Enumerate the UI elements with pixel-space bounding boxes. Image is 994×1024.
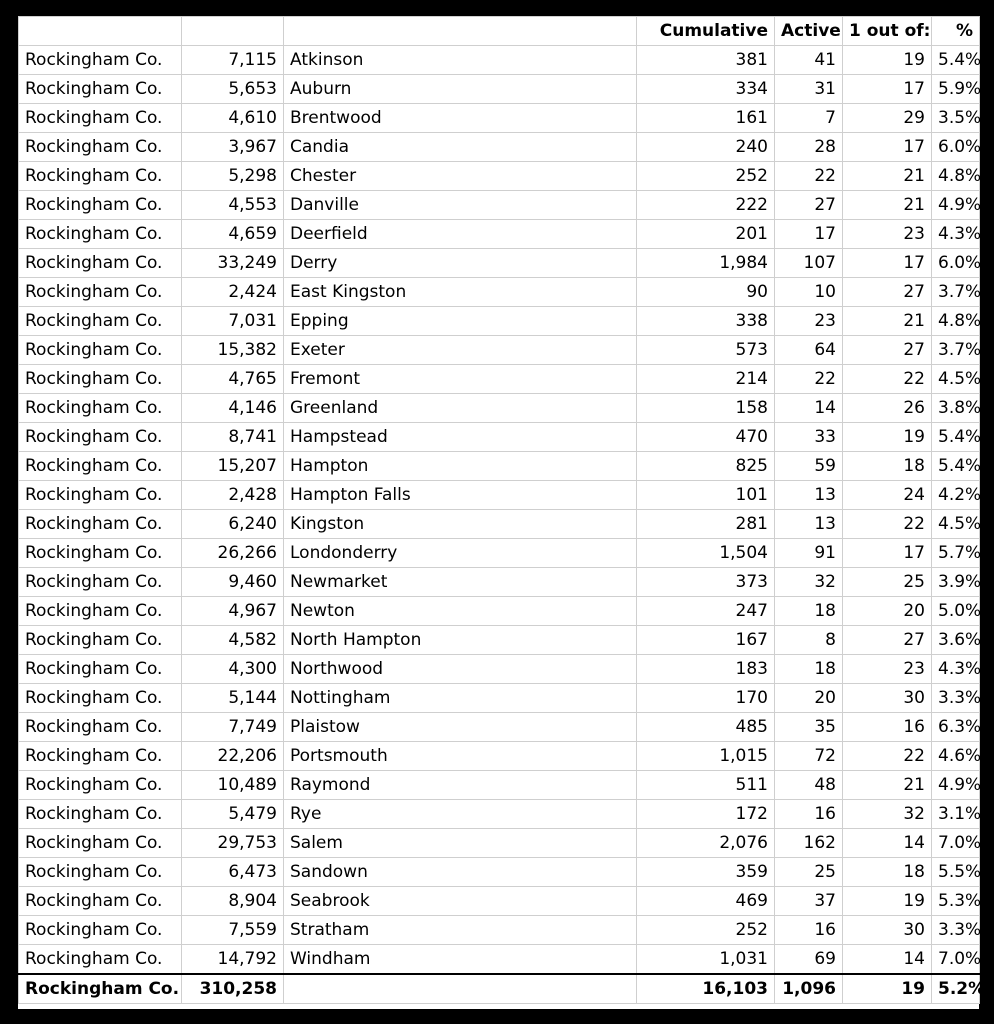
town-cell[interactable]: Seabrook [284,887,637,916]
county-cell[interactable]: Rockingham Co. [19,713,182,742]
town-cell[interactable]: Atkinson [284,46,637,75]
county-cell[interactable]: Rockingham Co. [19,452,182,481]
one-out-of-cell[interactable]: 17 [843,133,932,162]
one-out-of-cell[interactable]: 20 [843,597,932,626]
percent-cell[interactable]: 7.0% [932,829,980,858]
population-cell[interactable]: 4,610 [182,104,284,133]
cumulative-cell[interactable]: 167 [637,626,775,655]
percent-cell[interactable]: 6.0% [932,133,980,162]
cumulative-cell[interactable]: 381 [637,46,775,75]
county-cell[interactable]: Rockingham Co. [19,394,182,423]
percent-cell[interactable]: 3.1% [932,800,980,829]
cumulative-cell[interactable]: 359 [637,858,775,887]
percent-cell[interactable]: 5.3% [932,887,980,916]
percent-cell[interactable]: 5.7% [932,539,980,568]
percent-cell[interactable]: 3.3% [932,916,980,945]
active-cell[interactable]: 33 [775,423,843,452]
one-out-of-cell[interactable]: 19 [843,887,932,916]
county-cell[interactable]: Rockingham Co. [19,220,182,249]
county-cell[interactable]: Rockingham Co. [19,655,182,684]
active-cell[interactable]: 28 [775,133,843,162]
cumulative-cell[interactable]: 252 [637,162,775,191]
town-cell[interactable]: North Hampton [284,626,637,655]
one-out-of-cell[interactable]: 21 [843,771,932,800]
population-cell[interactable]: 7,559 [182,916,284,945]
town-cell[interactable]: Hampton Falls [284,481,637,510]
cumulative-cell[interactable]: 170 [637,684,775,713]
cumulative-cell[interactable]: 2,076 [637,829,775,858]
active-cell[interactable]: 18 [775,655,843,684]
percent-cell[interactable]: 6.3% [932,713,980,742]
table-row [19,597,980,626]
one-out-of-cell[interactable]: 23 [843,655,932,684]
table-row [19,800,980,829]
county-cell[interactable]: Rockingham Co. [19,945,182,975]
county-cell[interactable]: Rockingham Co. [19,539,182,568]
population-cell[interactable]: 26,266 [182,539,284,568]
population-cell[interactable]: 7,031 [182,307,284,336]
population-cell[interactable]: 3,967 [182,133,284,162]
percent-cell[interactable]: 4.6% [932,742,980,771]
town-cell[interactable]: Rye [284,800,637,829]
county-cell[interactable]: Rockingham Co. [19,162,182,191]
town-cell[interactable]: Newton [284,597,637,626]
header-cell-county[interactable] [19,17,182,46]
population-cell[interactable]: 4,300 [182,655,284,684]
cumulative-cell[interactable]: 281 [637,510,775,539]
one-out-of-cell[interactable]: 21 [843,162,932,191]
percent-cell[interactable]: 7.0% [932,945,980,975]
active-cell[interactable]: 20 [775,684,843,713]
population-cell[interactable]: 29,753 [182,829,284,858]
one-out-of-cell[interactable]: 25 [843,568,932,597]
town-cell[interactable]: Greenland [284,394,637,423]
percent-cell[interactable]: 6.0% [932,249,980,278]
county-cell[interactable]: Rockingham Co. [19,916,182,945]
town-cell[interactable]: Nottingham [284,684,637,713]
one-out-of-cell[interactable]: 19 [843,974,932,1004]
population-cell[interactable]: 22,206 [182,742,284,771]
town-cell[interactable]: Derry [284,249,637,278]
cumulative-cell[interactable]: 338 [637,307,775,336]
table-row [19,423,980,452]
population-cell[interactable]: 8,741 [182,423,284,452]
county-cell[interactable]: Rockingham Co. [19,626,182,655]
table-row [19,104,980,133]
active-cell[interactable]: 1,096 [775,974,843,1004]
one-out-of-cell[interactable]: 27 [843,336,932,365]
county-cell[interactable]: Rockingham Co. [19,858,182,887]
one-out-of-cell[interactable]: 17 [843,539,932,568]
county-cell[interactable]: Rockingham Co. [19,742,182,771]
cumulative-cell[interactable]: 16,103 [637,974,775,1004]
table-row [19,916,980,945]
one-out-of-cell[interactable]: 17 [843,75,932,104]
county-cell[interactable]: Rockingham Co. [19,191,182,220]
active-cell[interactable]: 72 [775,742,843,771]
active-cell[interactable]: 35 [775,713,843,742]
table-row [19,278,980,307]
percent-cell[interactable]: 5.5% [932,858,980,887]
cumulative-cell[interactable]: 214 [637,365,775,394]
active-cell[interactable]: 91 [775,539,843,568]
county-cell[interactable]: Rockingham Co. [19,278,182,307]
table-row [19,307,980,336]
percent-cell[interactable]: 3.3% [932,684,980,713]
town-cell[interactable]: Exeter [284,336,637,365]
table-row [19,336,980,365]
county-cell[interactable]: Rockingham Co. [19,597,182,626]
population-cell[interactable]: 4,553 [182,191,284,220]
active-cell[interactable]: 16 [775,916,843,945]
table-row [19,568,980,597]
cumulative-cell[interactable]: 222 [637,191,775,220]
table-row [19,394,980,423]
county-cell[interactable]: Rockingham Co. [19,887,182,916]
one-out-of-cell[interactable]: 17 [843,249,932,278]
active-cell[interactable]: 162 [775,829,843,858]
population-cell[interactable]: 8,904 [182,887,284,916]
active-cell[interactable]: 13 [775,510,843,539]
table-row [19,220,980,249]
active-cell[interactable]: 7 [775,104,843,133]
population-cell[interactable]: 7,749 [182,713,284,742]
table-row [19,365,980,394]
percent-cell[interactable]: 5.2% [932,974,980,1004]
percent-cell[interactable]: 5.4% [932,423,980,452]
population-cell[interactable]: 4,967 [182,597,284,626]
active-cell[interactable]: 22 [775,162,843,191]
town-cell[interactable]: Auburn [284,75,637,104]
population-cell[interactable]: 5,479 [182,800,284,829]
town-cell[interactable]: Hampstead [284,423,637,452]
county-cell[interactable]: Rockingham Co. [19,974,182,1004]
header-percent[interactable]: % [932,17,980,46]
population-cell[interactable]: 33,249 [182,249,284,278]
one-out-of-cell[interactable]: 29 [843,104,932,133]
table-row [19,133,980,162]
county-cell[interactable]: Rockingham Co. [19,800,182,829]
one-out-of-cell[interactable]: 27 [843,626,932,655]
town-cell[interactable] [284,974,637,1004]
county-cell[interactable]: Rockingham Co. [19,771,182,800]
active-cell[interactable]: 18 [775,597,843,626]
active-cell[interactable]: 27 [775,191,843,220]
percent-cell[interactable]: 4.5% [932,510,980,539]
one-out-of-cell[interactable]: 21 [843,307,932,336]
one-out-of-cell[interactable]: 22 [843,365,932,394]
town-cell[interactable]: Windham [284,945,637,975]
town-cell[interactable]: Chester [284,162,637,191]
one-out-of-cell[interactable]: 30 [843,916,932,945]
table-row [19,771,980,800]
table-row [19,742,980,771]
one-out-of-cell[interactable]: 19 [843,46,932,75]
percent-cell[interactable]: 5.9% [932,75,980,104]
one-out-of-cell[interactable]: 23 [843,220,932,249]
active-cell[interactable]: 17 [775,220,843,249]
population-cell[interactable]: 14,792 [182,945,284,975]
one-out-of-cell[interactable]: 27 [843,278,932,307]
header-one-out-of[interactable]: 1 out of: [843,17,932,46]
town-cell[interactable]: Stratham [284,916,637,945]
town-cell[interactable]: Newmarket [284,568,637,597]
table-row [19,626,980,655]
one-out-of-cell[interactable]: 18 [843,452,932,481]
header-active[interactable]: Active [775,17,843,46]
town-cell[interactable]: Epping [284,307,637,336]
percent-cell[interactable]: 4.5% [932,365,980,394]
table-row [19,191,980,220]
header-cumulative[interactable]: Cumulative [637,17,775,46]
one-out-of-cell[interactable]: 22 [843,510,932,539]
table-row [19,713,980,742]
population-cell[interactable]: 2,428 [182,481,284,510]
table-row [19,481,980,510]
population-cell[interactable]: 2,424 [182,278,284,307]
percent-cell[interactable]: 3.7% [932,278,980,307]
table-row [19,829,980,858]
spreadsheet [18,16,986,1009]
county-cell[interactable]: Rockingham Co. [19,133,182,162]
percent-cell[interactable]: 4.3% [932,655,980,684]
county-cell[interactable]: Rockingham Co. [19,336,182,365]
population-cell[interactable]: 6,473 [182,858,284,887]
cumulative-cell[interactable]: 1,984 [637,249,775,278]
cumulative-cell[interactable]: 485 [637,713,775,742]
county-cell[interactable]: Rockingham Co. [19,307,182,336]
cumulative-cell[interactable]: 469 [637,887,775,916]
town-cell[interactable]: Northwood [284,655,637,684]
population-cell[interactable]: 4,765 [182,365,284,394]
percent-cell[interactable]: 3.7% [932,336,980,365]
percent-cell[interactable]: 4.9% [932,771,980,800]
population-cell[interactable]: 15,382 [182,336,284,365]
table-row [19,887,980,916]
cumulative-cell[interactable]: 334 [637,75,775,104]
active-cell[interactable]: 48 [775,771,843,800]
one-out-of-cell[interactable]: 22 [843,742,932,771]
town-cell[interactable]: Brentwood [284,104,637,133]
cumulative-cell[interactable]: 161 [637,104,775,133]
cumulative-cell[interactable]: 240 [637,133,775,162]
one-out-of-cell[interactable]: 24 [843,481,932,510]
table-row [19,46,980,75]
cumulative-cell[interactable]: 201 [637,220,775,249]
active-cell[interactable]: 8 [775,626,843,655]
active-cell[interactable]: 69 [775,945,843,975]
active-cell[interactable]: 32 [775,568,843,597]
table-row [19,539,980,568]
active-cell[interactable]: 37 [775,887,843,916]
town-cell[interactable]: East Kingston [284,278,637,307]
cumulative-cell[interactable]: 252 [637,916,775,945]
population-cell[interactable]: 10,489 [182,771,284,800]
table-row [19,162,980,191]
active-cell[interactable]: 10 [775,278,843,307]
population-cell[interactable]: 4,146 [182,394,284,423]
population-cell[interactable]: 310,258 [182,974,284,1004]
cumulative-cell[interactable]: 573 [637,336,775,365]
percent-cell[interactable]: 5.4% [932,452,980,481]
population-cell[interactable]: 5,298 [182,162,284,191]
active-cell[interactable]: 13 [775,481,843,510]
percent-cell[interactable]: 3.6% [932,626,980,655]
county-cell[interactable]: Rockingham Co. [19,423,182,452]
table-row [19,858,980,887]
county-cell[interactable]: Rockingham Co. [19,829,182,858]
active-cell[interactable]: 107 [775,249,843,278]
cumulative-cell[interactable]: 1,015 [637,742,775,771]
county-cell[interactable]: Rockingham Co. [19,568,182,597]
active-cell[interactable]: 59 [775,452,843,481]
table-row [19,684,980,713]
percent-cell[interactable]: 4.2% [932,481,980,510]
cumulative-cell[interactable]: 101 [637,481,775,510]
percent-cell[interactable]: 4.8% [932,162,980,191]
one-out-of-cell[interactable]: 32 [843,800,932,829]
county-cell[interactable]: Rockingham Co. [19,684,182,713]
percent-cell[interactable]: 4.8% [932,307,980,336]
cumulative-cell[interactable]: 183 [637,655,775,684]
town-cell[interactable]: Portsmouth [284,742,637,771]
cumulative-cell[interactable]: 1,031 [637,945,775,975]
cumulative-cell[interactable]: 373 [637,568,775,597]
active-cell[interactable]: 16 [775,800,843,829]
cumulative-cell[interactable]: 470 [637,423,775,452]
town-cell[interactable]: Fremont [284,365,637,394]
percent-cell[interactable]: 4.3% [932,220,980,249]
percent-cell[interactable]: 3.5% [932,104,980,133]
population-cell[interactable]: 9,460 [182,568,284,597]
active-cell[interactable]: 64 [775,336,843,365]
county-cell[interactable]: Rockingham Co. [19,249,182,278]
percent-cell[interactable]: 3.8% [932,394,980,423]
town-cell[interactable]: Deerfield [284,220,637,249]
population-cell[interactable]: 5,653 [182,75,284,104]
percent-cell[interactable]: 5.4% [932,46,980,75]
total-row [19,974,980,1004]
percent-cell[interactable]: 3.9% [932,568,980,597]
county-cell[interactable]: Rockingham Co. [19,481,182,510]
header-cell-town[interactable] [284,17,637,46]
town-cell[interactable]: Londonderry [284,539,637,568]
cumulative-cell[interactable]: 158 [637,394,775,423]
one-out-of-cell[interactable]: 16 [843,713,932,742]
table-row [19,655,980,684]
one-out-of-cell[interactable]: 18 [843,858,932,887]
one-out-of-cell[interactable]: 21 [843,191,932,220]
table-row [19,945,980,975]
county-cell[interactable]: Rockingham Co. [19,510,182,539]
cumulative-cell[interactable]: 511 [637,771,775,800]
active-cell[interactable]: 23 [775,307,843,336]
town-cell[interactable]: Danville [284,191,637,220]
town-cell[interactable]: Kingston [284,510,637,539]
data-table [18,16,986,1004]
population-cell[interactable]: 4,659 [182,220,284,249]
active-cell[interactable]: 14 [775,394,843,423]
active-cell[interactable]: 22 [775,365,843,394]
cumulative-cell[interactable]: 1,504 [637,539,775,568]
one-out-of-cell[interactable]: 30 [843,684,932,713]
active-cell[interactable]: 25 [775,858,843,887]
population-cell[interactable]: 7,115 [182,46,284,75]
town-cell[interactable]: Sandown [284,858,637,887]
town-cell[interactable]: Plaistow [284,713,637,742]
cumulative-cell[interactable]: 172 [637,800,775,829]
cumulative-cell[interactable]: 90 [637,278,775,307]
town-cell[interactable]: Candia [284,133,637,162]
active-cell[interactable]: 41 [775,46,843,75]
county-cell[interactable]: Rockingham Co. [19,75,182,104]
county-cell[interactable]: Rockingham Co. [19,46,182,75]
table-row [19,249,980,278]
cumulative-cell[interactable]: 825 [637,452,775,481]
town-cell[interactable]: Hampton [284,452,637,481]
population-cell[interactable]: 15,207 [182,452,284,481]
one-out-of-cell[interactable]: 19 [843,423,932,452]
town-cell[interactable]: Raymond [284,771,637,800]
county-cell[interactable]: Rockingham Co. [19,365,182,394]
population-cell[interactable]: 4,582 [182,626,284,655]
one-out-of-cell[interactable]: 14 [843,945,932,975]
town-cell[interactable]: Salem [284,829,637,858]
header-cell-population[interactable] [182,17,284,46]
table-row [19,510,980,539]
active-cell[interactable]: 31 [775,75,843,104]
table-row [19,75,980,104]
population-cell[interactable]: 5,144 [182,684,284,713]
cumulative-cell[interactable]: 247 [637,597,775,626]
table-row [19,452,980,481]
header-row [19,17,980,46]
population-cell[interactable]: 6,240 [182,510,284,539]
one-out-of-cell[interactable]: 26 [843,394,932,423]
county-cell[interactable]: Rockingham Co. [19,104,182,133]
percent-cell[interactable]: 4.9% [932,191,980,220]
percent-cell[interactable]: 5.0% [932,597,980,626]
one-out-of-cell[interactable]: 14 [843,829,932,858]
